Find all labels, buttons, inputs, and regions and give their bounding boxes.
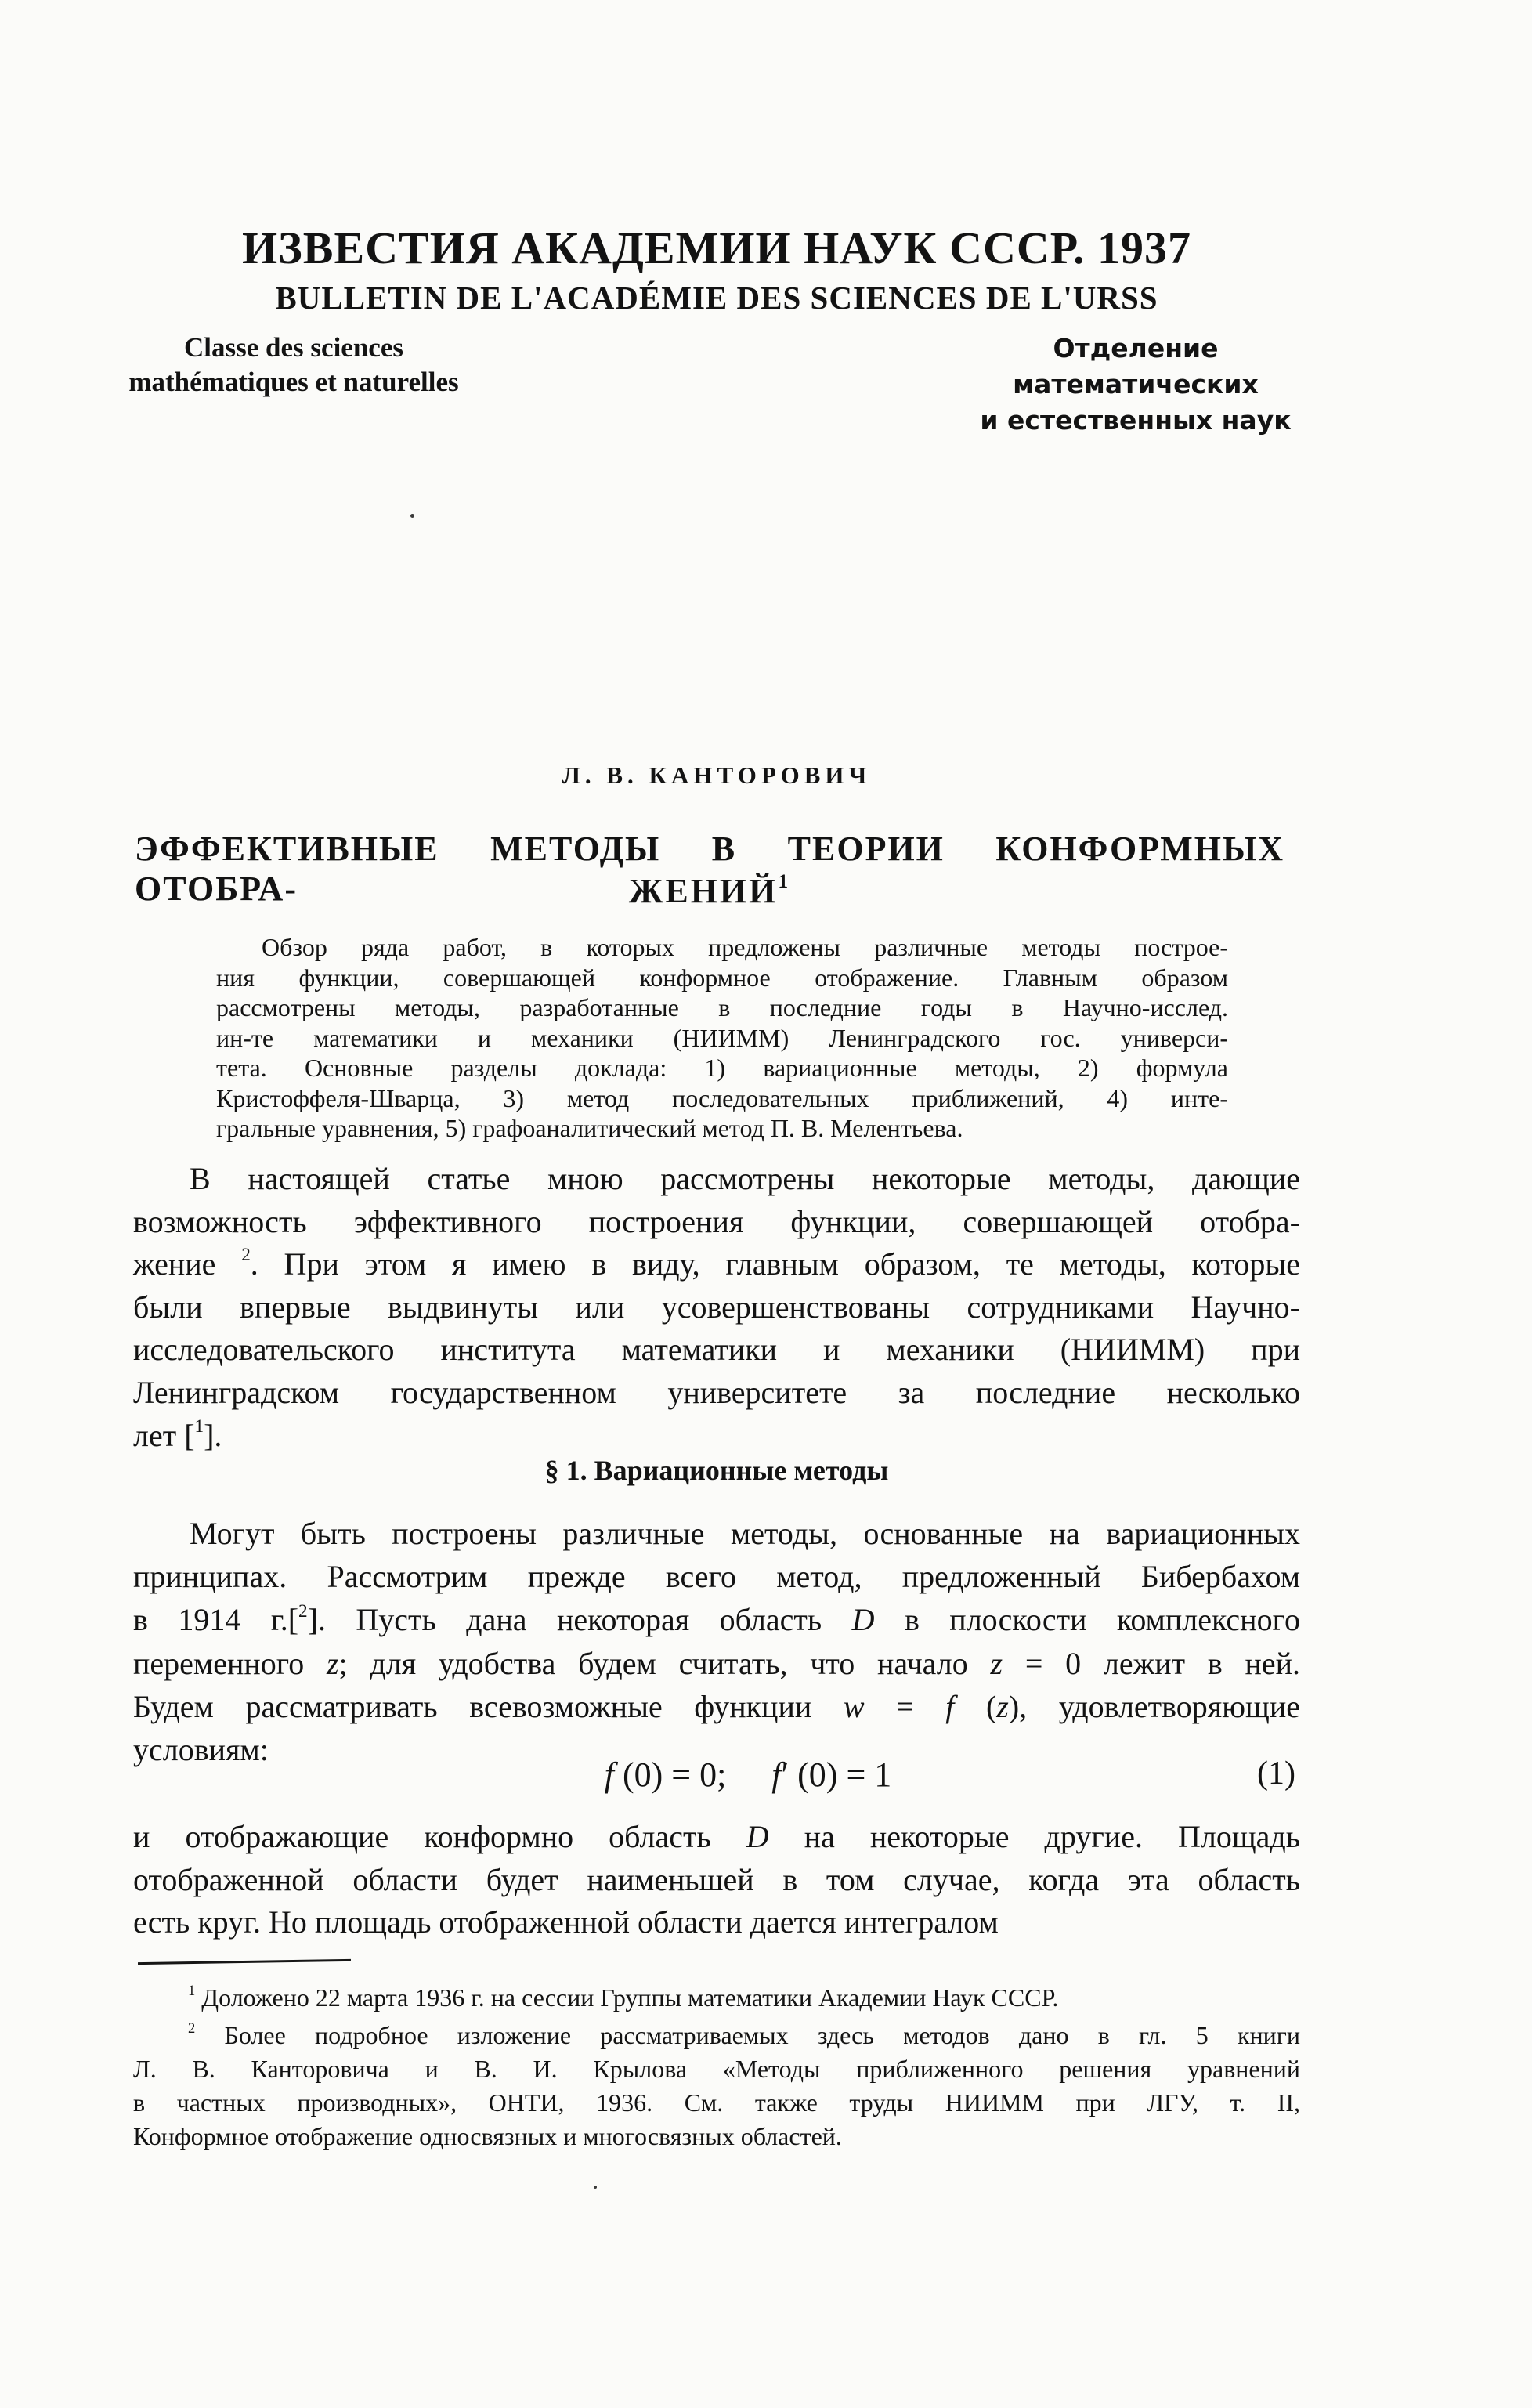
paragraph-2 bbox=[133, 1512, 1300, 1771]
body-text-line: принципах. Рассмотрим прежде всего метод, предложенный Бибербахом bbox=[133, 1559, 1300, 1595]
equation-number: (1) bbox=[1257, 1755, 1295, 1792]
paragraph-3 bbox=[133, 1816, 1300, 1944]
body-text-line: В настоящей статье мною рассмотрены некоторые методы, дающие bbox=[190, 1161, 1300, 1196]
abstract-line: ин-те математики и механики (НИИММ) Ленинградского гос. универси- bbox=[216, 1023, 1228, 1052]
division-line: и естественных наук bbox=[980, 405, 1292, 436]
equation bbox=[605, 1755, 892, 1795]
body-text-line: Могут быть построены различные методы, основанные на вариационных bbox=[190, 1516, 1300, 1551]
footnote-line: Л. В. Канторовича и В. И. Крылова «Методы приближенного решения уравнений bbox=[133, 2055, 1300, 2083]
article-title-line-1: ЭФФЕКТИВНЫЕ МЕТОДЫ В ТЕОРИИ КОНФОРМНЫХ ОТОБРА- bbox=[135, 830, 1284, 908]
body-text-line: жение $^2$. При этом я имею в виду, главным образом, те методы, которые bbox=[133, 1245, 1300, 1282]
body-text-line: есть круг. Но площадь отображенной области дается интегралом bbox=[133, 1904, 999, 1940]
scan-speck bbox=[410, 514, 414, 518]
article-title-line-2: ЖЕНИЙ$^1$ bbox=[628, 869, 791, 910]
body-text-line: исследовательского института математики и механики (НИИММ) при bbox=[133, 1332, 1300, 1368]
footnote-line: Конформное отображение односвязных и многосвязных областей. bbox=[133, 2122, 842, 2150]
abstract-line: гральные уравнения, 5) графоаналитический метод П. В. Мелентьева. bbox=[216, 1114, 963, 1142]
division-block bbox=[932, 331, 1339, 439]
article-author: Л. В. КАНТОРОВИЧ bbox=[562, 761, 872, 789]
paragraph-1 bbox=[133, 1158, 1300, 1457]
equation-row bbox=[133, 1755, 1300, 1805]
abstract-line: тета. Основные разделы доклада: 1) вариационные методы, 2) формула bbox=[216, 1054, 1228, 1082]
equation-lhs: f (0) = 0; bbox=[604, 1755, 727, 1794]
body-text-line: возможность эффективного построения функции, совершающей отобра- bbox=[133, 1203, 1300, 1239]
footnote-rule bbox=[138, 1959, 351, 1965]
abstract-line: Обзор ряда работ, в которых предложены различные методы построе- bbox=[262, 933, 1228, 961]
classe-line: Classe des sciences bbox=[184, 332, 403, 363]
body-text-line: переменного z; для удобства будем считать, что начало z = 0 лежит в ней. bbox=[133, 1645, 1301, 1681]
footnote-2 bbox=[133, 2019, 1300, 2153]
abstract bbox=[216, 932, 1228, 1144]
classe-block bbox=[82, 331, 505, 400]
body-text-line: и отображающие конформно область D на некоторые другие. Площадь bbox=[133, 1819, 1300, 1854]
body-text-line: условиям: bbox=[133, 1732, 269, 1768]
body-text-line: отображенной области будет наименьшей в том случае, когда эта область bbox=[133, 1861, 1300, 1897]
body-text-line: Ленинградском государственном университете за последние несколько bbox=[133, 1374, 1300, 1410]
abstract-line: рассмотрены методы, разработанные в последние годы в Научно-исслед. bbox=[216, 993, 1228, 1021]
body-text-line: Будем рассматривать всевозможные функции w = f (z), удовлетворяющие bbox=[133, 1688, 1300, 1724]
body-text-line: лет [$^1$]. bbox=[133, 1416, 222, 1453]
classe-line: mathématiques et naturelles bbox=[128, 367, 459, 397]
body-text-line: были впервые выдвинуты или усовершенствованы сотрудниками Научно- bbox=[133, 1289, 1300, 1325]
journal-title: ИЗВЕСТИЯ АКАДЕМИИ НАУК СССР. 1937 bbox=[242, 222, 1191, 273]
section-heading: § 1. Вариационные методы bbox=[544, 1455, 889, 1486]
body-text-line: в 1914 г.[$^2$]. Пусть дана некоторая область D в плоскости комплексного bbox=[133, 1600, 1301, 1638]
journal-subtitle: BULLETIN DE L'ACADÉMIE DES SCIENCES DE L'URSS bbox=[275, 280, 1158, 316]
footnote-line: $^2$ Более подробное изложение рассматриваемых здесь методов дано в гл. 5 книги bbox=[188, 2019, 1300, 2049]
division-line: Отделение математических bbox=[1013, 333, 1259, 400]
abstract-line: Кристоффеля-Шварца, 3) метод последовательных приближений, 4) инте- bbox=[216, 1083, 1228, 1112]
footnote-line: в частных производных», ОНТИ, 1936. См. также труды НИИММ при ЛГУ, т. II, bbox=[133, 2088, 1300, 2117]
equation-rhs: f′ (0) = 1 bbox=[771, 1755, 892, 1794]
scan-speck bbox=[594, 2186, 597, 2189]
footnote-1: $^1$ Доложено 22 марта 1936 г. на сессии Группы математики Академии Наук СССР. bbox=[188, 1982, 1059, 2012]
abstract-line: ния функции, совершающей конформное отображение. Главным образом bbox=[216, 963, 1228, 992]
